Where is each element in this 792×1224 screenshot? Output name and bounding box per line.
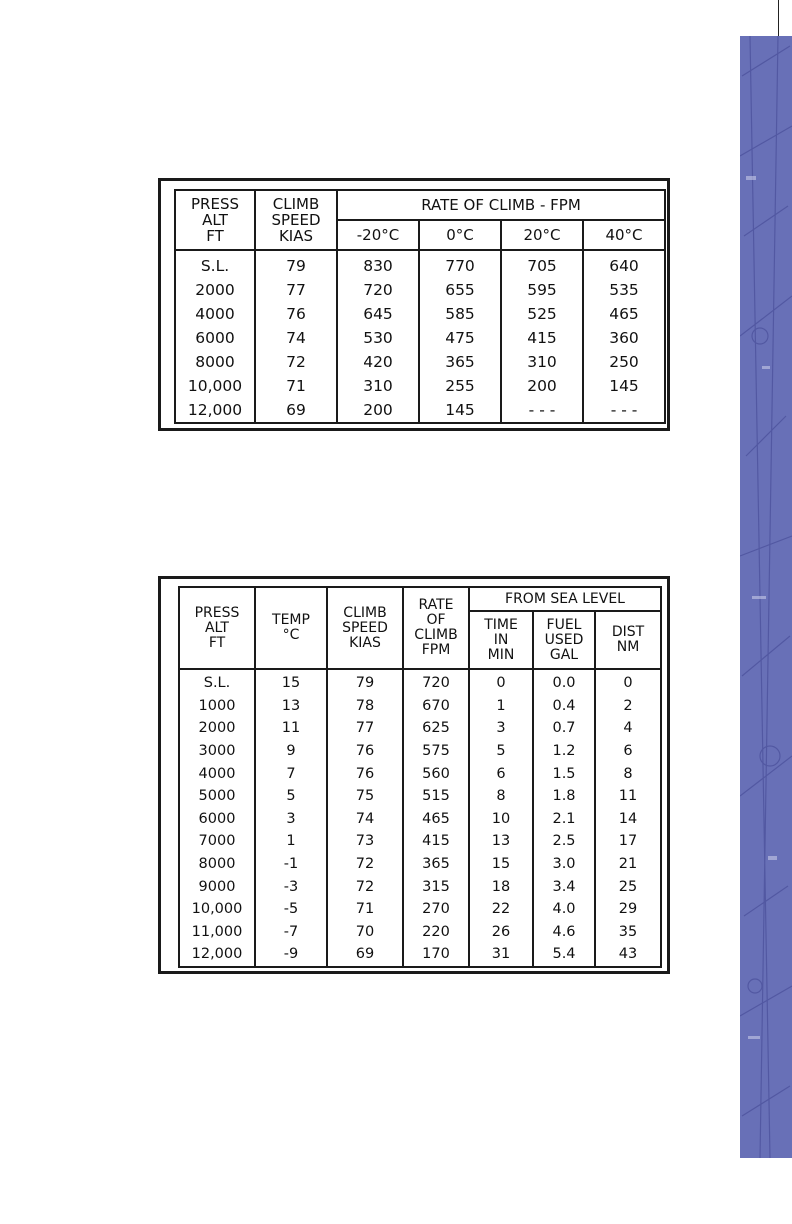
- header-dist: DIST NM: [595, 611, 661, 669]
- table-row: 2000 77 720 655 595 535: [175, 278, 665, 302]
- header-from-sea-level: FROM SEA LEVEL: [469, 587, 661, 611]
- header-climb-speed: CLIMB SPEED KIAS: [327, 587, 403, 669]
- header-temp-40: 40°C: [583, 220, 665, 250]
- header-temp-20: 20°C: [501, 220, 583, 250]
- table-row: 12,000 -9 69 170 31 5.4 43: [179, 943, 661, 967]
- table-row: 8000 -1 72 365 15 3.0 21: [179, 853, 661, 876]
- table-row: 11,000 -7 70 220 26 4.6 35: [179, 921, 661, 944]
- header-fuel: FUEL USED GAL: [533, 611, 595, 669]
- header-press-alt: PRESS ALT FT: [175, 190, 255, 250]
- time-fuel-distance-table: [178, 586, 662, 968]
- table-row: 6000 3 74 465 10 2.1 14: [179, 808, 661, 831]
- table-row: 5000 5 75 515 8 1.8 11: [179, 785, 661, 808]
- table-row: 3000 9 76 575 5 1.2 6: [179, 740, 661, 763]
- table-row: 8000 72 420 365 310 250: [175, 350, 665, 374]
- table-row: 10,000 71 310 255 200 145: [175, 374, 665, 398]
- sectional-chart-tab: [740, 36, 792, 1158]
- table-row: 9000 -3 72 315 18 3.4 25: [179, 875, 661, 898]
- header-temp-minus20: -20°C: [337, 220, 419, 250]
- table-row: 4000 7 76 560 6 1.5 8: [179, 762, 661, 785]
- header-temp-0: 0°C: [419, 220, 501, 250]
- header-temp: TEMP °C: [255, 587, 327, 669]
- table-row: S.L. 15 79 720 0 0.0 0: [179, 669, 661, 695]
- rate-of-climb-table: [174, 189, 666, 424]
- chart-texture-icon: [740, 36, 792, 1158]
- header-rate-of-climb: RATE OF CLIMB - FPM: [337, 190, 665, 220]
- table-row: 12,000 69 200 145 - - - - - -: [175, 398, 665, 423]
- table-row: 1000 13 78 670 1 0.4 2: [179, 695, 661, 718]
- header-press-alt: PRESS ALT FT: [179, 587, 255, 669]
- table-row: 4000 76 645 585 525 465: [175, 302, 665, 326]
- header-climb-speed: CLIMB SPEED KIAS: [255, 190, 337, 250]
- header-time: TIME IN MIN: [469, 611, 533, 669]
- table-row: 10,000 -5 71 270 22 4.0 29: [179, 898, 661, 921]
- table-row: 7000 1 73 415 13 2.5 17: [179, 830, 661, 853]
- table-row: S.L. 79 830 770 705 640: [175, 250, 665, 278]
- header-rate-of-climb: RATE OF CLIMB FPM: [403, 587, 469, 669]
- table-row: 6000 74 530 475 415 360: [175, 326, 665, 350]
- table-row: 2000 11 77 625 3 0.7 4: [179, 717, 661, 740]
